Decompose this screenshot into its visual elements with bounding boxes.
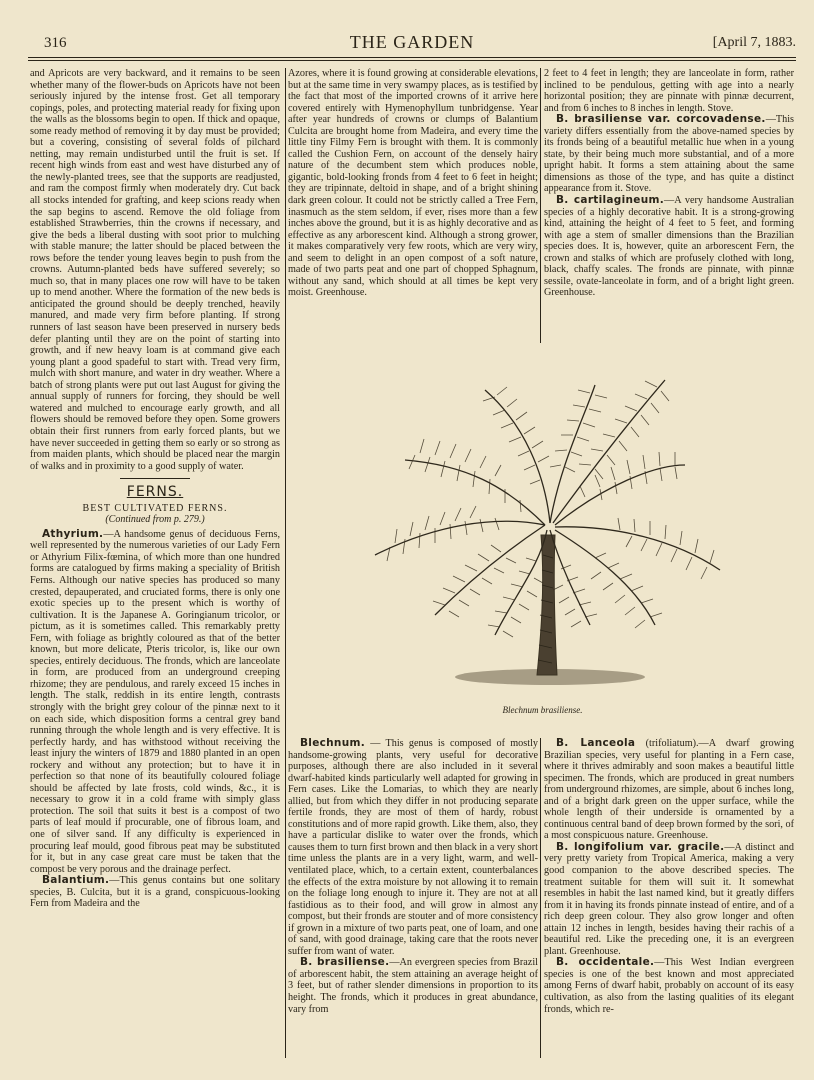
- cartilagineum-text: —A very handsome Australian species of a highly decorative habit. It is a strong-growing kind, attaining the height of 4 feet to 5 feet, and forming with age a stem of smaller dimensions than the Brazilian species does. It is, however, quite an arborescent Fern, the crown and stalks of which are profusely clothed with long, black, chaffy scales. The fronds are pinnate, with pinnæ sessile, ovate-lanceolate in form, and of a bright light green. Greenhouse.: [544, 195, 794, 299]
- page-header: [28, 30, 796, 54]
- balantium-heading: Balantium.: [42, 874, 110, 887]
- blechnum-heading: Blechnum.: [300, 737, 366, 749]
- tree-fern-engraving-icon: [345, 355, 740, 715]
- column-divider-2-top: [540, 68, 541, 343]
- column-1: [30, 68, 280, 910]
- tree-fern-illustration: [345, 355, 740, 715]
- paragraph-balantium-cont: Azores, where it is found growing at considerable elevations, but at the same time in very swampy places, as is testified by the fact that most of the imported crowns of it arrive here covered entirely with Hymenophyllum tunbridgense. Year after year hundreds of crowns or clumps of Balantium Culcita are brought home from Madeira, and every time the little tiny Filmy Fern is brought with them. It is commonly called the Cushion Fern, on account of the densely hairy nature of the decumbent stem which produces noble, gigantic, bold-looking fronds from 4 feet to 6 feet in height; they are tripinnate, deltoid in shape, and of a bright shining dark green colour. It could not be strictly called a Tree Fern, inasmuch as the stem seldom, if ever, rises more than a few inches above the ground, but it is as highly decorative and as effective as any arborescent kind. Although a strong grower, it makes comparatively very few roots, which are very wiry, and seem to delight in an open compost of a soft nature, made of two parts peat and one part of chopped Sphagnum, without any sand, which should at all times be kept very moist. Greenhouse.: [288, 68, 538, 299]
- column-divider-1: [285, 68, 286, 1058]
- section-divider: [120, 478, 190, 479]
- paragraph-fruit-notes: and Apricots are very backward, and it remains to be seen whether many of the flower-buds on Apricots have not been seriously injured by the intense frost. Get all temporary copings, poles, and protecting material ready for fixing upon the walls as the blossoms begin to open. If thick and opaque, some ready method of removing it by day must be provided; but a covering, consisting of several folds of pilchard netting, may remain undisturbed until the fruit is set. If recent high winds from east and west have disturbed any of the newly-planted trees, see that the supports are readjusted, and ram the compost firmly when moderately dry. Cut back all stocks intended for grafting, and keep scions ready when the sap begins to ascend. Remove the old foliage from established Strawberries, thin the crowns if necessary, and give the beds a liberal dusting with soot prior to mulching with stable manure; the latter should be placed between the rows before the tender young leaves begin to push from the crowns. Autumn-planted beds have suffered severely; so much so, that in many places one row will have to be taken up to mend another. Where the formation of the new beds is anticipated the ground should be deeply trenched, heavily manured, and made very firm before planting. If strong runners of last season have been preserved in nursery beds defer planting until they are on the point of starting into growth, and if new heavy loam is at command give each young plant a good spadeful to start with. Tread very firm, mulch with short manure, and water in dry weather. Where a batch of strong plants were put out last August for giving the annual supply of runners for forcing, they should be well watered and mulched to encourage early growth, and all flowers should be removed before they open. Some growers obtain their first runners from early forced plants, but we have never succeeded in getting them so early or so strong as from maiden plants, which should be placed near the margin of walks and in proximity to a good supply of water.: [30, 68, 280, 472]
- section-subtitle: BEST CULTIVATED FERNS.: [82, 502, 228, 514]
- column-3-top: [544, 68, 794, 299]
- athyrium-text: —A handsome genus of deciduous Ferns, well represented by the numerous varieties of our Lady Fern or Athyrium Filix-fœmina, of which more than one hundred forms are catalogued by firms making a speciality of British Ferns. Although our native species has produced so many crested, depauperated, and cruciated forms, there is only one exotic species up to the present which is worthy of cultivation. It is the Japanese A. Goringianum tricolor, or pictum, as it is sometimes called. This remarkably pretty Fern, with foliage as brightly coloured as that of the better known, but more delicate, Pteris tricolor, is, like our own species, entirely deciduous. The fronds, which are lanceolate in form, are produced from an underground creeping rhizome; they are pendulous, and rarely exceed 15 inches in length. The stalk, reddish in its entire length, contrasts strongly with the bright grey colour of the pinnæ next to it on each side, which disposition forms a central grey band running through the whole length and is very effective. It is perfectly hardy, and has withstood without receiving the least injury the winters of 1879 and 1880 planted in an open rockery and without any protection; but to have it in perfection so that none of its beautifully coloured foliage should be affected by late frosts, cold winds, &c., it is necessary to grow it in a cold frame with simply glass protection. The soil that suits it best is a compost of two parts of leaf mould if procurable, one of fibrous loam, and one of silver sand. If any difficulty is experienced in procuring leaf mould, good fibrous peat may be substituted for it, but in any case great care must be taken that the compost be very porous and the drainage perfect.: [30, 528, 280, 875]
- ferns-section-heading: [30, 478, 280, 526]
- balantium-text: —This genus contains but one solitary species, B. Culcita, but it is a grand, conspicuous-looking Fern from Madeira and the: [30, 875, 280, 910]
- paragraph-balantium: [30, 875, 280, 910]
- athyrium-heading: Athyrium.: [42, 527, 104, 540]
- corcovadense-heading: B. brasiliense var. corcovadense.: [556, 113, 766, 126]
- cartilagineum-heading: B. cartilagineum.: [556, 194, 665, 207]
- paragraph-occidentale: [544, 957, 794, 1015]
- journal-title: THE GARDEN: [349, 32, 475, 52]
- lanceola-text: (trifoliatum).—A dwarf growing Brazilian species, very useful for planting in a Fern case, where it thrives admirably and soon makes a beautiful little specimen. The fronds, which are produced in great numbers from underground rhizomes, are simple, about 6 inches long, and of a bright dark green on the upper surface, while the whole length of their underside is ornamented by a continuous central band of deep brown formed by the sori, of a most conspicuous nature. Greenhouse.: [544, 738, 794, 842]
- paragraph-brasiliense: [288, 957, 538, 1015]
- occidentale-heading: B. occidentale.: [556, 956, 655, 969]
- page-number: 316: [44, 35, 67, 51]
- paragraph-lanceola: [544, 738, 794, 842]
- paragraph-corcovadense: [544, 114, 794, 195]
- header-rule-bottom: [28, 60, 796, 61]
- blechnum-text: — This genus is composed of mostly handsome-growing plants, very useful for decorative purposes, although there are also included in it several dwarf-habited kinds particularly well adapted for growing in Fern cases. Like the Lomarias, to which they are nearly allied, but from which they differ in not producing separate fertile fronds, they are most of them of hardy, robust constitutions and of more rapid growth. Like them, also, they have a particular dislike to water over the fronds, which causes them to turn first brown and then black in a very short time unless the plants are in a very light, warm, and well-ventilated place, which, to a certain extent, counterbalances the effects of the extra moisture by not allowing it to remain on the foliage long enough to injure it. They are not at all fastidious as to their food, and will grow in almost any compost, but their fronds are stouter and of more consistency if grown in a mixture of two parts peat, one of loam, and one of sand, with good drainage, taking care that the roots never suffer from want of water.: [288, 738, 538, 957]
- brasiliense-text: —An evergreen species from Brazil of arborescent habit, the stem attaining an average height of 3 feet, but of rather slender dimensions in proportion to its height. The fronds, which it produces in great abundance, vary from: [288, 957, 538, 1015]
- brasiliense-heading: B. brasiliense.: [300, 956, 390, 969]
- paragraph-brasiliense-cont: 2 feet to 4 feet in length; they are lanceolate in form, rather inclined to be pendulous, getting with age into a nearly horizontal position; they are pinnate with pinnæ decurrent, and from 6 inches to 8 inches in length. Stove.: [544, 68, 794, 114]
- continued-note: (Continued from p. 279.): [105, 514, 205, 526]
- issue-date: [April 7, 1883.: [712, 35, 796, 50]
- figure-caption: Blechnum brasiliense.: [502, 705, 583, 715]
- paragraph-longifolium: [544, 842, 794, 957]
- longifolium-text: —A distinct and very pretty variety from Tropical America, making a very good companion to the above described species. The treatment suitable for them will suit it. It somewhat resembles in habit the last named kind, but it greatly differs from it in having its fronds pinnate instead of entire, and of a rich deep green colour. They also grow longer and often attain 12 inches in length, besides having their rachis of a beautiful red. Like the preceding one, it is an evergreen plant. Greenhouse.: [544, 841, 794, 957]
- column-2-bottom: [288, 738, 538, 1015]
- corcovadense-text: —This variety differs essentially from the above-named species by its fronds being of a beautiful metallic hue when in a young state, by their being much more substantial, and of a more upright habit. It forms a stem attaining about the same dimensions as those of the type, and has quite a distinct appearance from it. Stove.: [544, 114, 794, 195]
- column-divider-2-bottom: [540, 738, 541, 1058]
- paragraph-athyrium: [30, 529, 280, 875]
- occidentale-text: —This West Indian evergreen species is one of the best known and most appreciated among Ferns of dwarf habit, probably on account of its easy cultivation, as also from the lasting qualities of its elegant fronds, which re-: [544, 957, 794, 1015]
- column-3-bottom: [544, 738, 794, 1015]
- longifolium-heading: B. longifolium var. gracile.: [556, 840, 725, 853]
- paragraph-blechnum: [288, 738, 538, 957]
- lanceola-heading: B. Lanceola: [556, 737, 636, 749]
- header-rule-top: [28, 57, 796, 58]
- section-title: FERNS.: [126, 484, 184, 501]
- paragraph-cartilagineum: [544, 195, 794, 299]
- column-2-top: [288, 68, 538, 299]
